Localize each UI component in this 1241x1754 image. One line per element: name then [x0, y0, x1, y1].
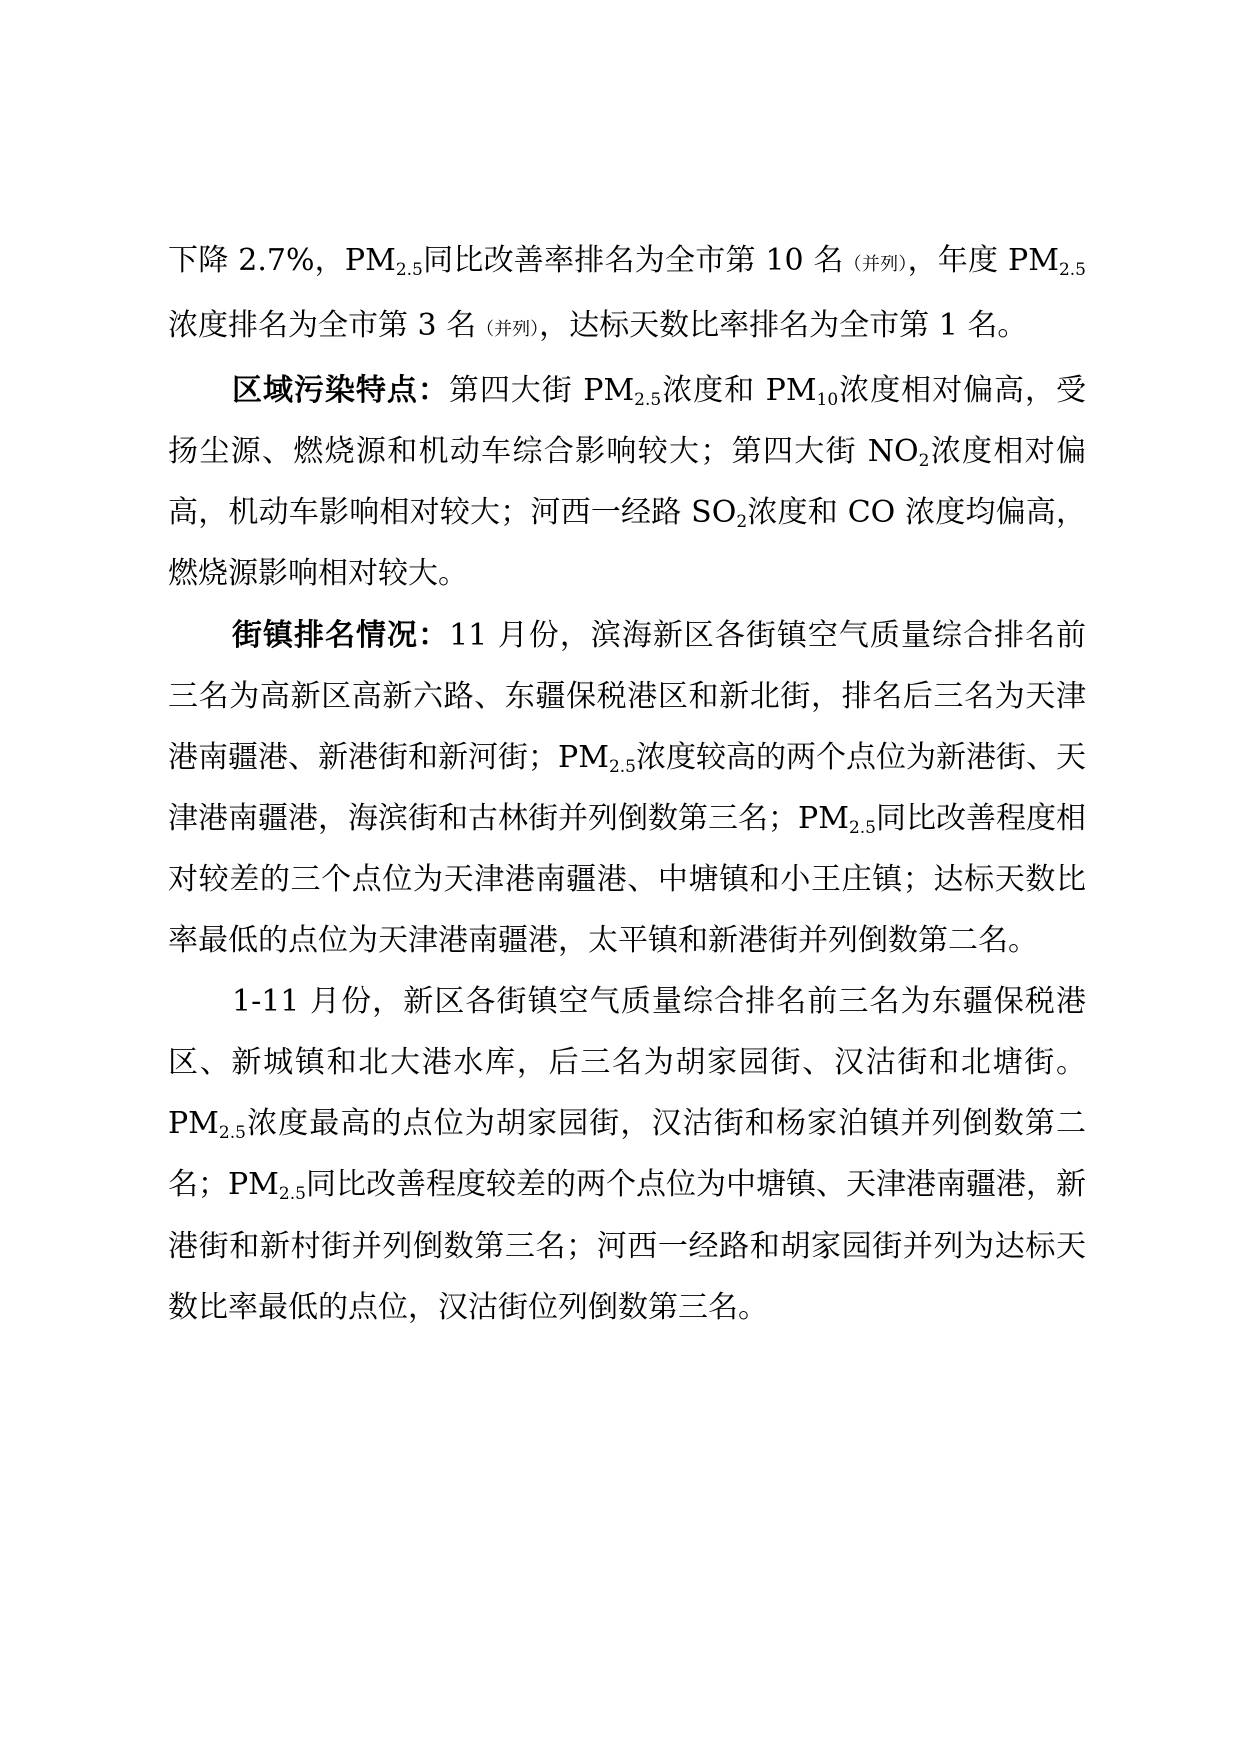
- subscript: 2.5: [634, 390, 662, 411]
- text-run: 浓度较高的两个点位为新港街、天津港南疆港，海滨街和古林街并列倒数第三名；PM: [168, 739, 1087, 836]
- subscript: 10: [816, 390, 839, 411]
- paragraph-regional-pollution: [168, 360, 1086, 604]
- text-run: 同比改善率排名为全市第 10 名: [422, 243, 844, 278]
- note-tied: （并列）: [843, 254, 908, 275]
- paragraph-heading: 街镇排名情况：: [232, 617, 450, 653]
- text-run: 浓度最高的点位为胡家园街，汉沽街和杨家泊镇并列倒数第二名；PM: [168, 1106, 1086, 1203]
- text-run: ，达标天数比率排名为全市第 1 名。: [539, 308, 1028, 344]
- text-run: 同比改善程度相对较差的三个点位为天津港南疆港、中塘镇和小王庄镇；达标天数比率最低的点位为天津港南疆港，太平镇和新港街并列倒数第二名。: [168, 800, 1086, 959]
- paragraph-ranking-summary: [168, 230, 1086, 360]
- text-run: 11 月份，滨海新区各街镇空气质量综合排名前三名为高新区高新六路、东疆保税港区和新北街，排名后三名为天津港南疆港、新港街和新河街；PM: [168, 617, 1086, 775]
- note-tied: （并列）: [476, 319, 540, 341]
- subscript: 2: [736, 512, 748, 533]
- text-run: 浓度相对偏高，机动车影响相对较大；河西一经路 SO: [168, 434, 1086, 531]
- text-run: 浓度排名为全市第 3 名: [168, 308, 477, 344]
- text-run: 浓度相对偏高，受扬尘源、燃烧源和机动车综合影响较大；第四大街 NO: [168, 373, 1086, 470]
- subscript: 2.5: [608, 756, 636, 777]
- paragraph-street-ranking: [168, 605, 1086, 972]
- body-text: [168, 230, 1086, 1338]
- subscript: 2.5: [218, 1123, 246, 1144]
- paragraph-heading: 区域污染特点：: [232, 373, 449, 409]
- subscript: 2.5: [278, 1184, 306, 1205]
- text-run: ，年度 PM: [907, 243, 1059, 278]
- paragraph-annual-ranking: [168, 971, 1086, 1338]
- subscript: 2.5: [848, 817, 876, 838]
- text-run: 第四大街 PM: [448, 373, 635, 409]
- text-run: 1-11 月份，新区各街镇空气质量综合排名前三名为东疆保税港区、新城镇和北大港水库，后三名为胡家园街、汉沽街和北塘街。PM: [168, 984, 1086, 1142]
- text-run: 同比改善程度较差的两个点位为中塘镇、天津港南疆港，新港街和新村街并列倒数第三名；河西一经路和胡家园街并列为达标天数比率最低的点位，汉沽街位列倒数第三名。: [168, 1167, 1086, 1325]
- subscript: 2.5: [395, 260, 423, 281]
- subscript: 2.5: [1058, 260, 1086, 281]
- subscript: 2: [918, 451, 930, 472]
- text-run: 浓度和 PM: [661, 373, 817, 409]
- text-run: 浓度和 CO 浓度均偏高，燃烧源影响相对较大。: [168, 495, 1086, 592]
- text-run: 下降 2.7%，PM: [168, 243, 396, 278]
